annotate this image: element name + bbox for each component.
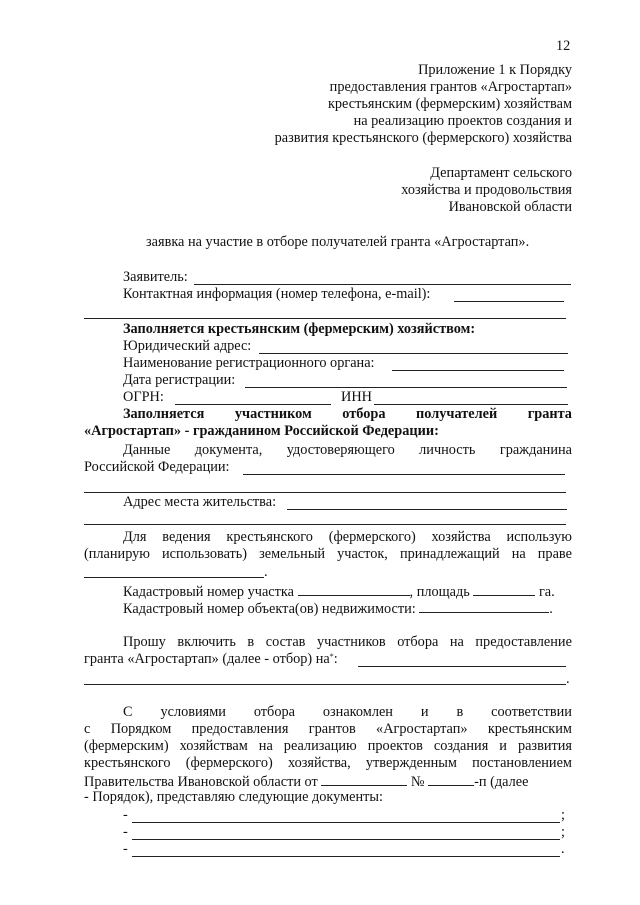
residence-label: Адрес места жительства: (123, 494, 277, 510)
request-word: Прошу (123, 634, 166, 650)
doc-end: . (561, 841, 565, 857)
annex-line: крестьянским (фермерским) хозяйствам (327, 96, 572, 112)
citizen-section-heading (123, 406, 572, 423)
agreement-word: грантов (308, 721, 356, 737)
land-word: хозяйства (431, 529, 491, 545)
agreement-line4 (84, 755, 572, 772)
cadastral-property-text: Кадастровый номер объекта(ов) недвижимости: (123, 601, 416, 617)
citizen-section-heading-cont: «Агростартап» - гражданином Российской Федерации: (84, 423, 439, 439)
agreement-word: (фермерского) (185, 755, 273, 771)
doc-dash: - (123, 807, 128, 823)
request-colon: : (333, 651, 338, 667)
agreement-word: постановлением (472, 755, 572, 771)
land-word: (планирую (84, 546, 150, 562)
contact-field-continued[interactable] (84, 318, 566, 319)
request-line2 (84, 651, 338, 668)
agreement-word: проектов (367, 738, 423, 754)
land-word: участок, (337, 546, 388, 562)
agreement-paragraph (123, 704, 572, 721)
agreement-word: (фермерским) (84, 738, 169, 754)
request-word: отбора (397, 634, 439, 650)
agreement-word: Порядком (110, 721, 172, 737)
cadastral-land-text: Кадастровый номер участка (123, 584, 294, 600)
doc-end: ; (561, 807, 565, 823)
id-doc-label-cont: Российской Федерации: (84, 459, 230, 475)
land-right-period: . (264, 564, 268, 580)
recipient-line: Ивановской области (448, 199, 572, 215)
agreement-word: и (420, 704, 429, 720)
agreement-word: соответствии (491, 704, 572, 720)
agreement-word: отбора (253, 704, 295, 720)
land-word: крестьянского (226, 529, 313, 545)
grant-purpose-field[interactable] (358, 666, 566, 667)
heading-word: Заполняется (123, 406, 205, 422)
annex-line: предоставления грантов «Агростартап» (329, 79, 572, 95)
resolution-date-field[interactable] (321, 772, 407, 786)
id-doc-field-continued[interactable] (84, 492, 566, 493)
land-word: праве (537, 546, 572, 562)
heading-word: отбора (342, 406, 386, 422)
id-doc-label (123, 442, 572, 459)
resolution-number-field[interactable] (428, 772, 474, 786)
id-doc-word: удостоверяющего (286, 442, 395, 458)
agreement-text: Правительства Ивановской области от (84, 774, 318, 790)
cadastral-land-field[interactable] (298, 582, 410, 596)
agreement-word: условиями (160, 704, 226, 720)
request-text: гранта «Агростартап» (далее - отбор) на (84, 651, 330, 667)
agreement-word: «Агростартап» (376, 721, 468, 737)
residence-field[interactable] (287, 509, 567, 510)
cadastral-property-field[interactable] (419, 599, 549, 613)
farm-section-heading: Заполняется крестьянским (фермерским) хозяйством: (123, 321, 476, 337)
cadastral-property-label (123, 599, 553, 618)
doc-field[interactable] (132, 822, 560, 823)
reg-body-label: Наименование регистрационного органа: (123, 355, 375, 371)
request-word: включить (177, 634, 236, 650)
inn-label: ИНН (341, 389, 372, 405)
agreement-word: создания (433, 738, 489, 754)
doc-dash: - (123, 841, 128, 857)
number-sign: № (410, 774, 425, 790)
request-word: участников (316, 634, 386, 650)
agreement-line6: - Порядок), представляю следующие документы: (84, 789, 383, 805)
land-word: использовать) (162, 546, 248, 562)
annex-line: развития крестьянского (фермерского) хозяйства (274, 130, 572, 146)
contact-field[interactable] (454, 301, 564, 302)
area-unit: га. (538, 584, 555, 600)
doc-end: ; (561, 824, 565, 840)
cadastral-property-period: . (549, 601, 553, 617)
heading-word: участником (234, 406, 312, 422)
doc-field[interactable] (132, 856, 560, 857)
agreement-line3 (84, 738, 572, 755)
land-word: на (511, 546, 526, 562)
agreement-word: реализацию (283, 738, 357, 754)
ogrn-label: ОГРН: (123, 389, 164, 405)
agreement-word: ознакомлен (322, 704, 393, 720)
ogrn-field[interactable] (175, 404, 331, 405)
agreement-word: крестьянского (84, 755, 171, 771)
land-word: (фермерского) (328, 529, 416, 545)
land-use-paragraph-line2 (84, 546, 572, 563)
request-word: в (247, 634, 255, 650)
request-word: состав (265, 634, 306, 650)
id-doc-word: гражданина (499, 442, 572, 458)
id-doc-word: Данные (123, 442, 171, 458)
land-use-paragraph (123, 529, 572, 546)
grant-purpose-field-continued[interactable] (84, 684, 566, 685)
residence-field-continued[interactable] (84, 524, 566, 525)
agreement-text: -п (далее (474, 774, 529, 790)
land-word: принадлежащий (399, 546, 500, 562)
footnote-mark: * (329, 652, 334, 661)
area-label: , площадь (409, 584, 470, 600)
agreement-word: хозяйства, (287, 755, 351, 771)
id-doc-word: личность (419, 442, 476, 458)
request-word: предоставление (475, 634, 572, 650)
id-doc-word: документа, (194, 442, 263, 458)
applicant-label: Заявитель: (123, 269, 188, 285)
agreement-word: хозяйствам (179, 738, 248, 754)
doc-dash: - (123, 824, 128, 840)
request-word: на (449, 634, 464, 650)
grant-purpose-period: . (566, 671, 570, 687)
doc-field[interactable] (132, 839, 560, 840)
recipient-line: Департамент сельского (430, 165, 572, 181)
recipient-line: хозяйства и продовольствия (401, 182, 572, 198)
heading-word: гранта (527, 406, 572, 422)
land-right-field[interactable] (84, 577, 264, 578)
land-word: земельный (259, 546, 326, 562)
agreement-word: и (499, 738, 507, 754)
reg-date-label: Дата регистрации: (123, 372, 236, 388)
agreement-word: в (456, 704, 464, 720)
contact-label: Контактная информация (номер телефона, e-mail): (123, 286, 431, 302)
agreement-word: С (123, 704, 133, 720)
agreement-word: развития (517, 738, 572, 754)
heading-word: получателей (416, 406, 498, 422)
area-field[interactable] (473, 582, 535, 596)
agreement-line2 (84, 721, 572, 738)
agreement-word: с (84, 721, 91, 737)
legal-address-label: Юридический адрес: (123, 338, 252, 354)
form-title: заявка на участие в отборе получателей гранта «Агростартап». (146, 234, 530, 250)
annex-line: Приложение 1 к Порядку (418, 62, 572, 78)
applicant-field[interactable] (194, 284, 571, 285)
agreement-word: крестьянским (487, 721, 572, 737)
page-number: 12 (556, 38, 571, 54)
reg-body-field[interactable] (392, 370, 564, 371)
annex-line: на реализацию проектов создания и (353, 113, 572, 129)
land-word: Для (123, 529, 147, 545)
request-paragraph (123, 634, 572, 651)
land-word: использую (506, 529, 572, 545)
inn-field[interactable] (374, 404, 568, 405)
id-doc-field[interactable] (243, 474, 565, 475)
reg-date-field[interactable] (245, 387, 567, 388)
land-word: ведения (162, 529, 211, 545)
legal-address-field[interactable] (259, 353, 568, 354)
agreement-word: на (258, 738, 273, 754)
agreement-word: утвержденным (365, 755, 457, 771)
agreement-word: предоставления (191, 721, 289, 737)
